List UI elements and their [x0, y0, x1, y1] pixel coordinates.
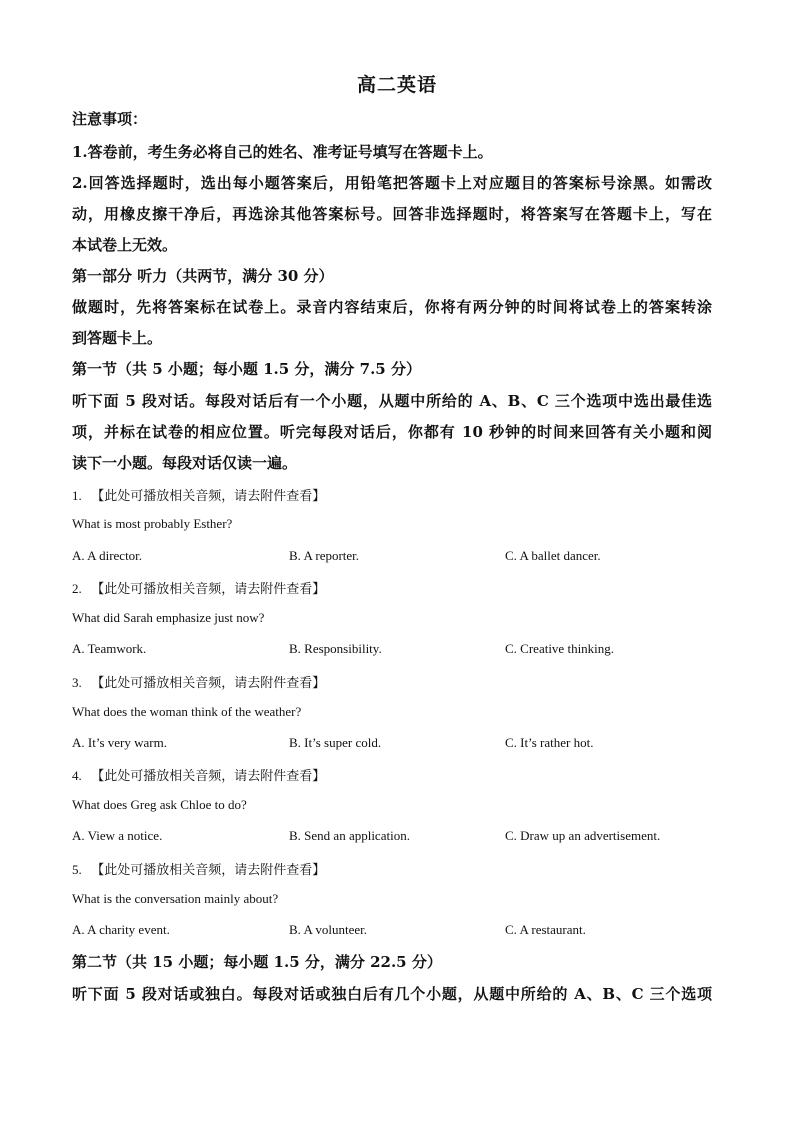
part1-intro-line-2: 到答题卡上。 [72, 329, 163, 347]
question-2-audio-link[interactable]: 【此处可播放相关音频，请去附件查看】 [91, 582, 326, 597]
question-1-option-c: C. A ballet dancer. [505, 548, 601, 563]
question-1-option-b: B. A reporter. [289, 548, 360, 563]
question-1-audio-line [72, 485, 325, 504]
notice-item-2-line-3: 本试卷上无效。 [72, 236, 178, 254]
question-4-text: What does Greg ask Chloe to do? [72, 797, 247, 812]
section1-intro-line-2: 项，并标在试卷的相应位置。听完每段对话后，你都有 10 秒钟的时间来回答有关小题和阅 [72, 423, 712, 441]
question-5-option-a: A. A charity event. [72, 922, 170, 937]
question-2-option-c: C. Creative thinking. [505, 641, 615, 656]
section1-heading: 第一节（共 5 小题；每小题 1.5 分，满分 7.5 分） [72, 360, 421, 378]
question-5-audio-line [72, 859, 325, 878]
question-3-option-c: C. It’s rather hot. [505, 735, 594, 750]
question-3-option-a: A. It’s very warm. [72, 735, 167, 750]
question-3-audio-line [72, 672, 325, 691]
question-1-audio-link[interactable]: 【此处可播放相关音频，请去附件查看】 [91, 489, 326, 504]
section1-intro-line-1: 听下面 5 段对话。每段对话后有一个小题，从题中所给的 A、B、C 三个选项中选出最佳选 [72, 392, 712, 410]
notice-item-1: 1.答卷前，考生务必将自己的姓名、准考证号填写在答题卡上。 [72, 143, 493, 161]
question-1-option-a: A. A director. [72, 548, 143, 563]
section2-heading: 第二节（共 15 小题；每小题 1.5 分，满分 22.5 分） [72, 953, 442, 971]
question-3-option-b: B. It’s super cold. [289, 735, 382, 750]
notice-item-2-line-2: 动，用橡皮擦干净后，再选涂其他答案标号。回答非选择题时，将答案写在答题卡上，写在 [72, 205, 712, 223]
question-4-option-a: A. View a notice. [72, 828, 163, 843]
question-5-audio-link[interactable]: 【此处可播放相关音频，请去附件查看】 [91, 863, 326, 878]
question-5-text: What is the conversation mainly about? [72, 891, 279, 906]
question-1-number: 1. [72, 488, 82, 503]
question-5-option-c: C. A restaurant. [505, 922, 586, 937]
part1-intro-line-1: 做题时，先将答案标在试卷上。录音内容结束后，你将有两分钟的时间将试卷上的答案转涂 [72, 298, 712, 316]
part1-heading: 第一部分 听力（共两节，满分 30 分） [72, 267, 334, 285]
question-5-option-b: B. A volunteer. [289, 922, 367, 937]
question-5-number: 5. [72, 862, 82, 877]
page-title: 高二英语 [356, 74, 437, 96]
question-3-audio-link[interactable]: 【此处可播放相关音频，请去附件查看】 [91, 676, 326, 691]
question-2-option-b: B. Responsibility. [289, 641, 382, 656]
question-4-option-c: C. Draw up an advertisement. [505, 828, 661, 843]
question-1-text: What is most probably Esther? [72, 516, 233, 531]
question-3-text: What does the woman think of the weather? [72, 704, 302, 719]
question-4-option-b: B. Send an application. [289, 828, 410, 843]
section2-intro-line-1: 听下面 5 段对话或独白。每段对话或独白后有几个小题，从题中所给的 A、B、C 三个选项 [72, 985, 712, 1003]
question-2-number: 2. [72, 581, 82, 596]
question-2-audio-line [72, 578, 325, 597]
notice-item-2-line-1: 2.回答选择题时，选出每小题答案后，用铅笔把答题卡上对应题目的答案标号涂黑。如需改 [72, 174, 712, 192]
question-3-number: 3. [72, 675, 82, 690]
question-2-text: What did Sarah emphasize just now? [72, 610, 265, 625]
question-2-option-a: A. Teamwork. [72, 641, 147, 656]
question-4-number: 4. [72, 768, 82, 783]
notice-heading: 注意事项： [72, 110, 148, 128]
section1-intro-line-3: 读下一小题。每段对话仅读一遍。 [72, 454, 298, 472]
question-4-audio-line [72, 765, 325, 784]
question-4-audio-link[interactable]: 【此处可播放相关音频，请去附件查看】 [91, 769, 326, 784]
